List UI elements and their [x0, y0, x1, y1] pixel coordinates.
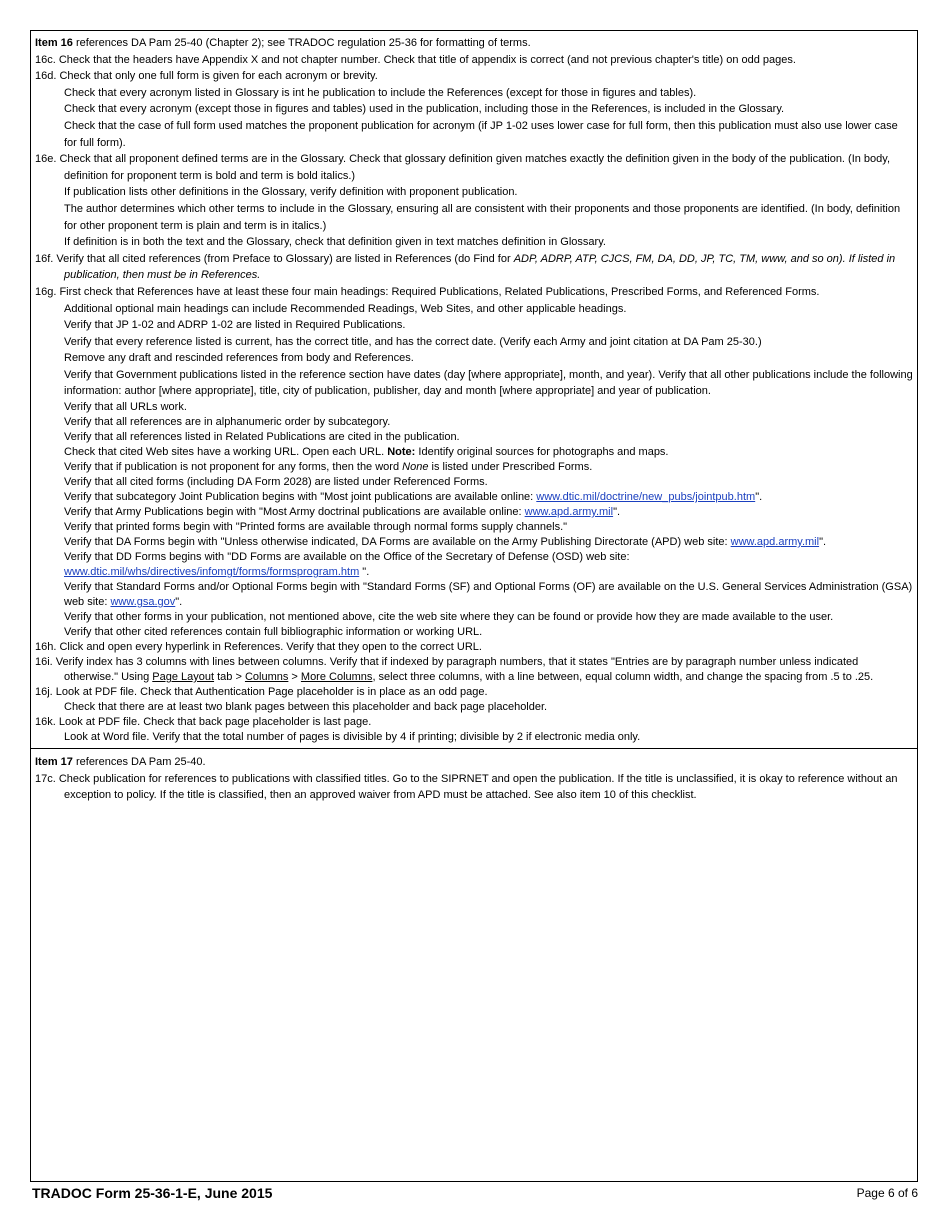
item-16e: 16e. Check that all proponent defined terms are in the Glossary. Check that glossary definition given matches exactly the definition given in the body of the publication. (In body, definition for proponent term is bold and term is bold italics.) [35, 153, 891, 182]
item-16g-3: Verify that JP 1-02 and ADRP 1-02 are listed in Required Publications. [64, 319, 406, 332]
item-16g-16: Verify that DA Forms begin with "Unless otherwise indicated, DA Forms are available on the Army Publishing Directorate (APD) web site: www.apd.army.mil". [64, 536, 827, 549]
item-16e-4: If definition is in both the text and the Glossary, check that definition given in text matches definition in Glossary. [64, 236, 606, 249]
item-16d-4: Check that the case of full form used matches the proponent publication for acronym (if JP 1-02 uses lower case for full form, then this publication must also use lower case for full form). [64, 119, 898, 149]
item-17-header: Item 17 references DA Pam 25-40. [35, 756, 206, 769]
item-16k-2: Look at Word file. Verify that the total number of pages is divisible by 4 if printing; divisible by 2 if electronic media only. [64, 731, 641, 744]
gsa-link[interactable]: www.gsa.gov [110, 596, 176, 609]
item-16g-17: Verify that DD Forms begins with "DD Forms are available on the Office of the Secretary of Defense (OSD) web site: www.dtic.mil/whs/directives/infomgt/forms/formsprogram.htm ". [64, 551, 630, 579]
item-16c: 16c. Check that the headers have Appendix X and not chapter number. Check that title of appendix is correct (and not previous chapter's title) on odd pages. [35, 53, 796, 66]
page-number: Page 6 of 6 [856, 1186, 918, 1200]
item-16g: 16g. First check that References have at least these four main headings: Required Publications, Related Publications, Prescribed Forms, and Referenced Forms. [35, 285, 820, 298]
apd-army-link-2[interactable]: www.apd.army.mil [730, 536, 820, 549]
item-16g-14: Verify that Army Publications begin with "Most Army doctrinal publications are available online: www.apd.army.mil". [64, 506, 621, 519]
item-16g-6: Verify that Government publications listed in the reference section have dates (day [where appropriate], month, and year). Verify that all other publications include the following information: author [where appropriate], title, city of publication, publisher, day and month [where appropriate] and year of publication. [64, 368, 913, 398]
item-16g-13: Verify that subcategory Joint Publication begins with "Most joint publications are available online: www.dtic.mil/doctrine/new_pubs/jointpub.htm". [64, 491, 763, 504]
item-16g-15: Verify that printed forms begin with "Printed forms are available through normal forms supply channels." [64, 521, 568, 534]
item-16e-3: The author determines which other terms to include in the Glossary, ensuring all are consistent with their proponents and those proponents are identified. (In body, definition for other proponent term is plain and term is in italics.) [64, 202, 901, 232]
item-16g-19: Verify that other forms in your publication, not mentioned above, cite the web site where they can be found or provide how they are made available to the user. [64, 611, 834, 624]
checklist-frame [30, 30, 918, 1182]
item-16j-2: Check that there are at least two blank pages between this placeholder and back page placeholder. [64, 701, 548, 714]
item-16-section [31, 31, 917, 749]
jointpub-link[interactable]: www.dtic.mil/doctrine/new_pubs/jointpub.htm [536, 491, 756, 504]
item-16g-7: Verify that all URLs work. [64, 401, 187, 414]
item-16g-20: Verify that other cited references contain full bibliographic information or working URL. [64, 626, 483, 639]
item-16h: 16h. Click and open every hyperlink in References. Verify that they open to the correct URL. [35, 641, 482, 654]
item-16d: 16d. Check that only one full form is given for each acronym or brevity. [35, 70, 378, 83]
item-16i: 16i. Verify index has 3 columns with lines between columns. Verify that if indexed by paragraph numbers, that it states "Entries are by paragraph number unless indicated otherwise." Using Page Layout tab > Columns > More Columns, select three columns, with a line between, equal column width, and change the spacing from .5 to .25. [35, 656, 874, 684]
item-16g-4: Verify that every reference listed is current, has the correct title, and has the correct date. (Verify each Army and joint citation at DA Pam 25-30.) [64, 335, 762, 348]
item-17-section [31, 749, 917, 808]
apd-army-link[interactable]: www.apd.army.mil [524, 506, 614, 519]
item-16g-10: Check that cited Web sites have a working URL. Open each URL. Note: Identify original sources for photographs and maps. [64, 446, 669, 459]
item-16g-11: Verify that if publication is not proponent for any forms, then the word None is listed under Prescribed Forms. [64, 461, 593, 474]
item-16g-2: Additional optional main headings can include Recommended Readings, Web Sites, and other applicable headings. [64, 302, 627, 315]
item-16-header: Item 16 references DA Pam 25-40 (Chapter 2); see TRADOC regulation 25-36 for formatting of terms. [35, 37, 531, 49]
item-16e-2: If publication lists other definitions in the Glossary, verify definition with proponent publication. [64, 186, 518, 199]
item-16g-5: Remove any draft and rescinded references from body and References. [64, 352, 414, 365]
item-16k: 16k. Look at PDF file. Check that back page placeholder is last page. [35, 716, 372, 729]
form-id: TRADOC Form 25-36-1-E, June 2015 [32, 1185, 273, 1201]
item-16j: 16j. Look at PDF file. Check that Authentication Page placeholder is in place as an odd page. [35, 686, 488, 699]
item-16d-2: Check that every acronym listed in Glossary is int he publication to include the References (except for those in figures and tables). [64, 86, 697, 99]
item-16g-9: Verify that all references listed in Related Publications are cited in the publication. [64, 431, 460, 444]
item-17c: 17c. Check publication for references to publications with classified titles. Go to the SIPRNET and open the publication. If the title is unclassified, it is okay to reference without an exception to policy. If the title is classified, then an approved waiver from APD must be attached. See also item 10 of this checklist. [35, 772, 898, 802]
dd-forms-link[interactable]: www.dtic.mil/whs/directives/infomgt/forms/formsprogram.htm [64, 566, 360, 579]
item-16f: 16f. Verify that all cited references (from Preface to Glossary) are listed in References (do Find for ADP, ADRP, ATP, CJCS, FM, DA, DD, JP, TC, TM, www, and so on). If listed in publication, then must be in References. [35, 252, 896, 282]
item-16d-3: Check that every acronym (except those in figures and tables) used in the publication, including those in the References, is included in the Glossary. [64, 103, 785, 116]
item-16g-8: Verify that all references are in alphanumeric order by subcategory. [64, 416, 391, 429]
item-16g-18: Verify that Standard Forms and/or Optional Forms begin with "Standard Forms (SF) and Optional Forms (OF) are available on the U.S. General Services Administration (GSA) web site: www.gsa.gov". [64, 581, 913, 609]
item-16g-12: Verify that all cited forms (including DA Form 2028) are listed under Referenced Forms. [64, 476, 488, 489]
page-footer [32, 1185, 918, 1205]
